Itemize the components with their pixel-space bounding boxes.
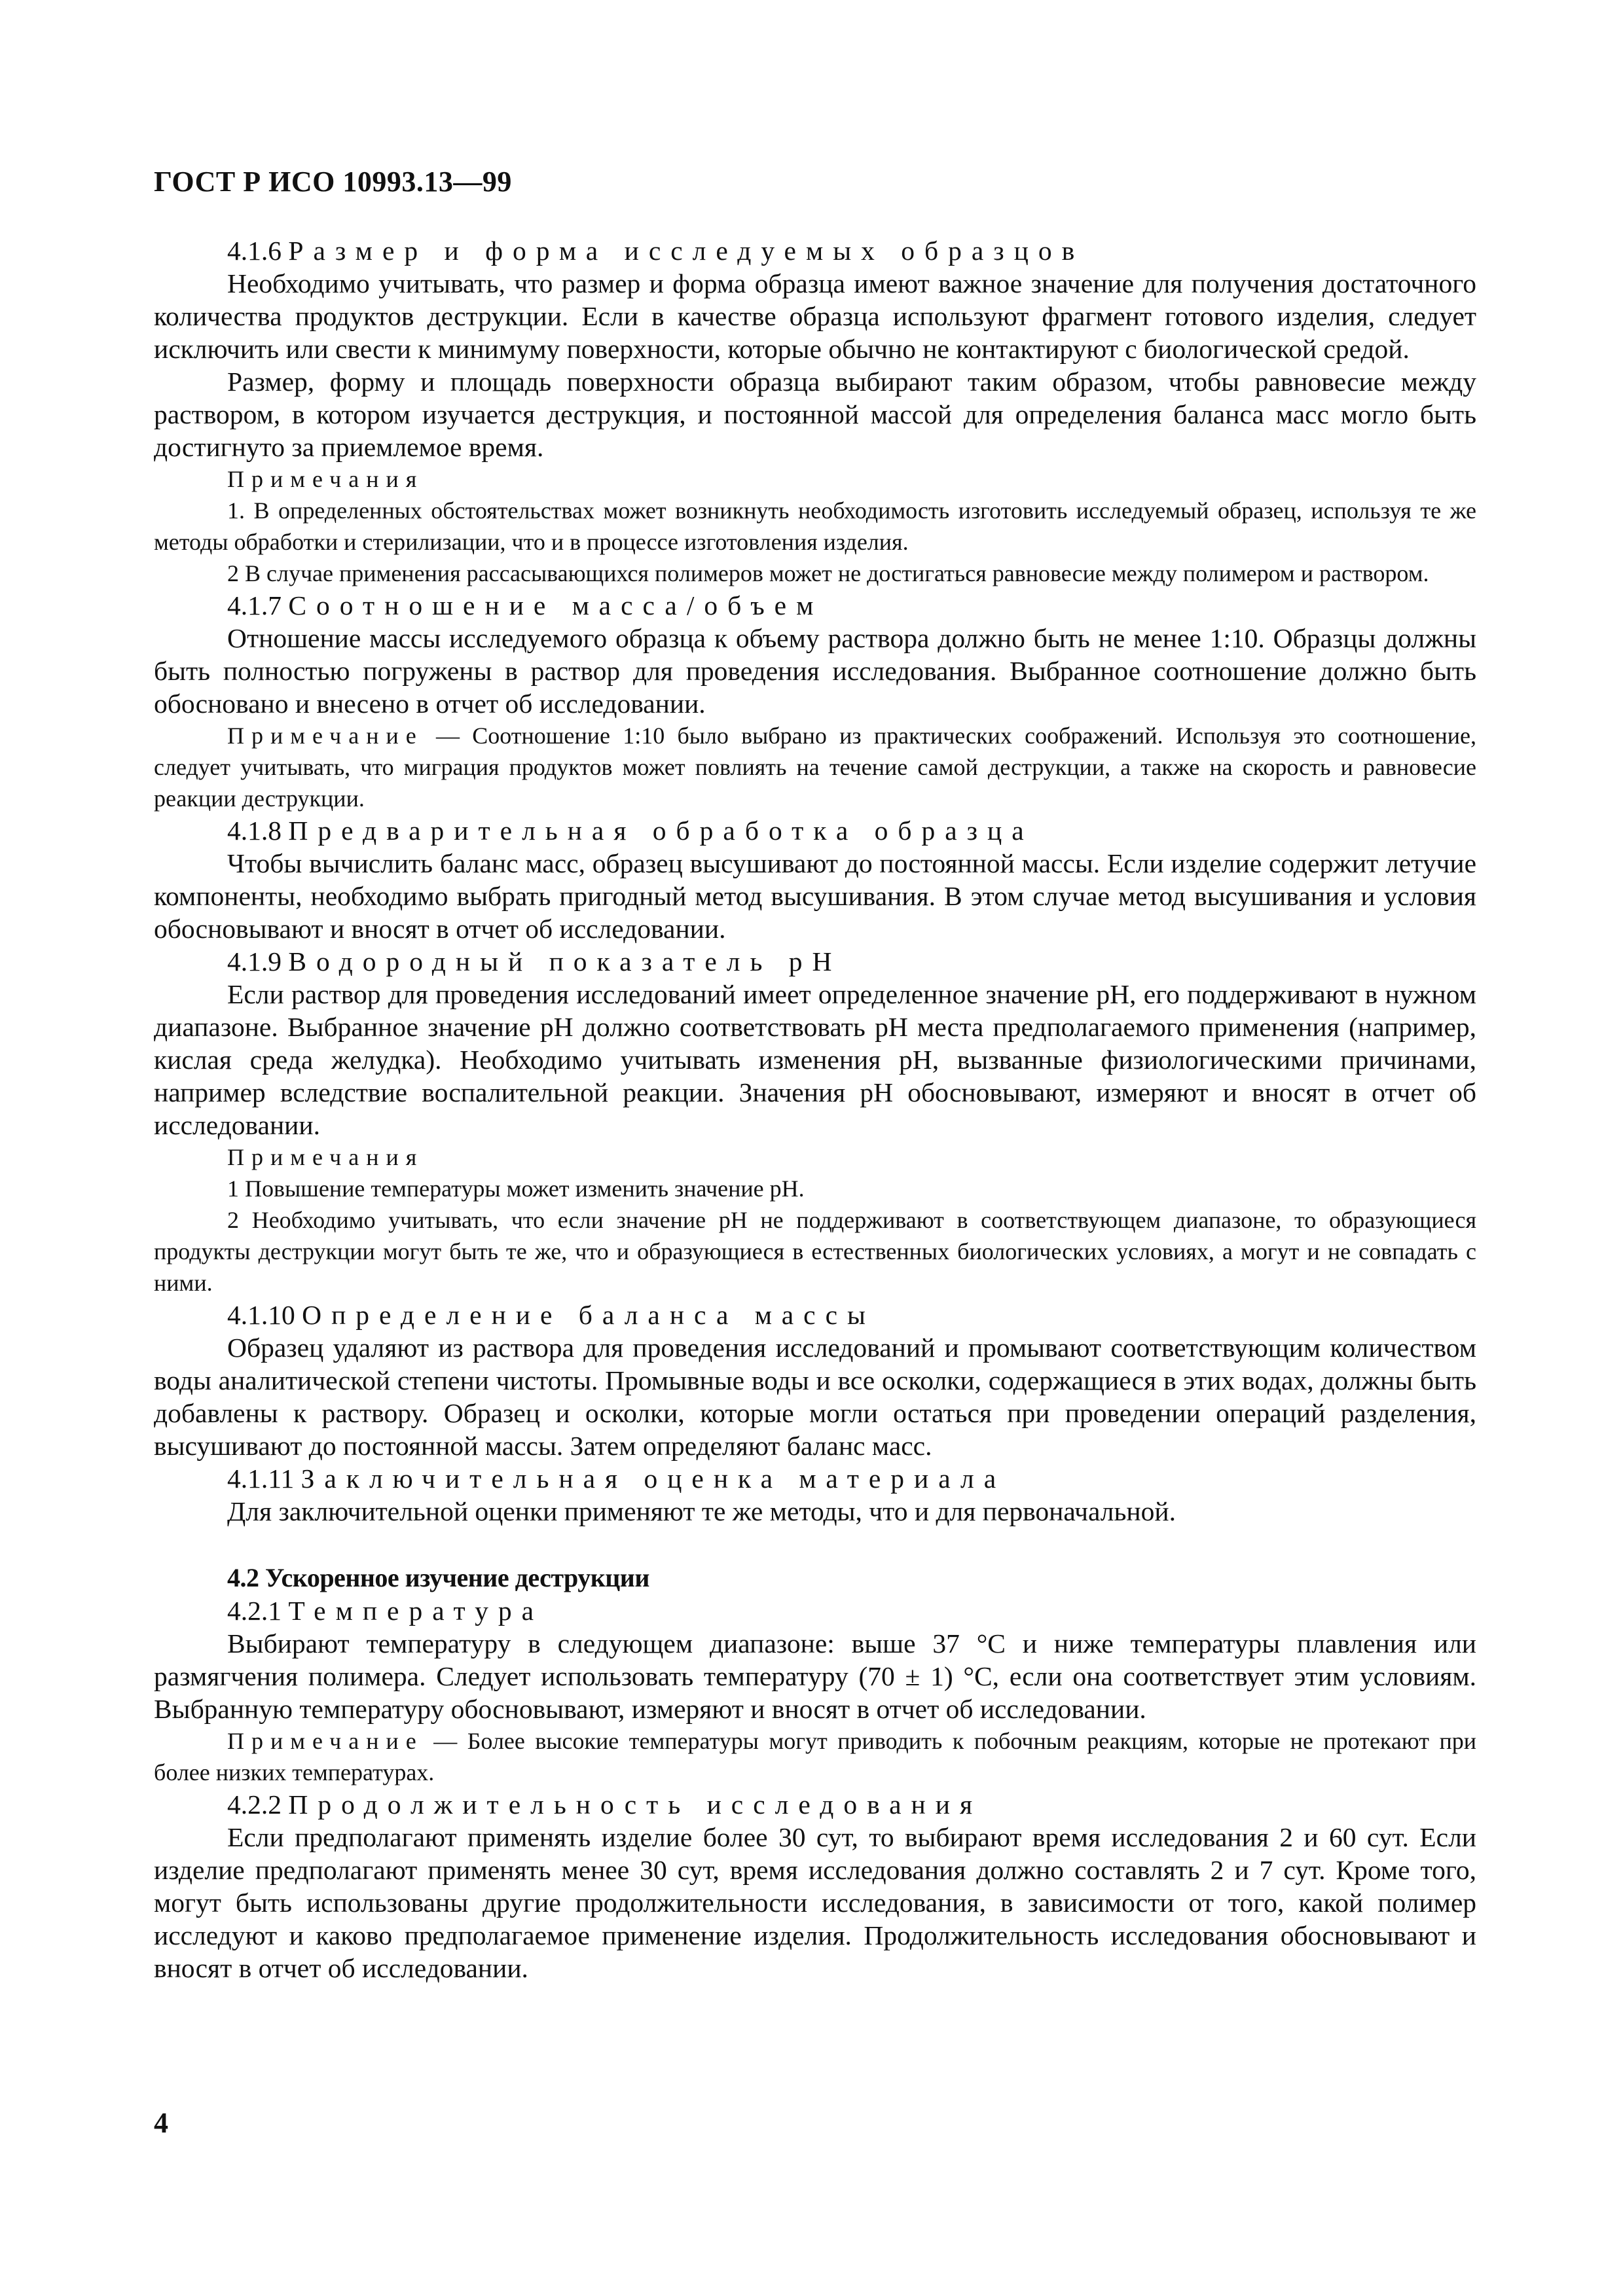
note [154,720,1476,814]
notes-label: Примечания [227,466,424,492]
document-body [154,234,1476,1984]
note-label: Примечание [227,1728,424,1754]
section-number: 4.2.1 [227,1596,282,1626]
section-number: 4.1.9 [227,946,282,977]
section-title: Размер и форма исследуемых образцов [288,236,1085,266]
section-heading [154,1788,1476,1821]
section-number: 4.1.10 [227,1300,295,1330]
section-title: Заключительная оценка материала [301,1463,1006,1494]
section-number: 4.1.8 [227,816,282,846]
section-number: 4.1.7 [227,590,282,620]
paragraph: Чтобы вычислить баланс масс, образец высушивают до постоянной массы. Если изделие содержит летучие компоненты, необходимо выбрать пригодный метод высушивания. В этом случае метод высушивания и условия обосновывают и вносят в отчет об исследовании. [154,848,1476,944]
notes-label: Примечания [227,1144,424,1170]
note: 2 В случае применения рассасывающихся полимеров может не достигаться равновесие между полимером и раствором. [227,560,1429,586]
paragraph: Отношение массы исследуемого образца к объему раствора должно быть не менее 1:10. Образцы должны быть полностью погружены в раствор для проведения исследования. Выбранное соотношение должно быть обосновано и внесено в отчет об исследовании. [154,623,1476,719]
paragraph: Размер, форму и площадь поверхности образца выбирают таким образом, чтобы равновесие между раствором, в котором изучается деструкция, и постоянной массой для определения баланса масс могло быть достигнуто за приемлемое время. [154,367,1476,462]
section-title: Продолжительность исследования [288,1789,983,1820]
paragraph: Для заключительной оценки применяют те же методы, что и для первоначальной. [227,1496,1176,1526]
paragraph: Выбирают температуру в следующем диапазоне: выше 37 °С и ниже температуры плавления или размягчения полимера. Следует использовать температуру (70 ± 1) °С, если она соответствует этим условиям. Выбранную температуру обосновывают, измеряют и вносят в отчет об исследовании. [154,1628,1476,1724]
paragraph: Образец удаляют из раствора для проведения исследований и промывают соответствующим количеством воды аналитической степени чистоты. Промывные воды и все осколки, содержащиеся в этих водах, должны быть добавлены к раствору. Образец и осколки, которые могли остаться при проведении операций разделения, высушивают до постоянной массы. Затем определяют баланс масс. [154,1333,1476,1461]
note [154,1725,1476,1788]
note-text: — Более высокие температуры могут приводить к побочным реакциям, которые не протекают при более низких температурах. [154,1728,1476,1785]
section-title: Предварительная обработка образца [288,816,1034,846]
note: 1 Повышение температуры может изменить значение рН. [227,1175,805,1202]
document-header: ГОСТ Р ИСО 10993.13—99 [154,166,512,198]
section-number: 4.1.6 [227,236,282,266]
section-title: Соотношение масса/объем [288,590,824,620]
section-heading [154,1594,1476,1627]
note: 2 Необходимо учитывать, что если значение рН не поддерживают в соответствующем диапазоне, то образующиеся продукты деструкции могут быть те же, что и образующиеся в естественных биологических условиях, а могут и не совпадать с ними. [154,1207,1476,1296]
note-label: Примечание [227,723,424,749]
subsection-heading: 4.2 Ускоренное изучение деструкции [227,1563,649,1592]
section-heading [154,1299,1476,1331]
note-text: — Соотношение 1:10 было выбрано из практических соображений. Используя это соотношение, следует учитывать, что миграция продуктов может повлиять на течение самой деструкции, а также на скорость и равновесие реакции деструкции. [154,723,1476,812]
section-heading [154,945,1476,978]
section-heading [154,814,1476,847]
paragraph: Необходимо учитывать, что размер и форма образца имеют важное значение для получения достаточного количества продуктов деструкции. Если в качестве образца используют фрагмент готового изделия, следует исключить или свести к минимуму поверхности, которые обычно не контактируют с биологической средой. [154,268,1476,364]
section-title: Водородный показатель рН [288,946,842,977]
paragraph: Если предполагают применять изделие более 30 сут, то выбирают время исследования 2 и 60 сут. Если изделие предполагают применять менее 30 сут, время исследования должно составлять 2 и 7 сут. Кроме того, могут быть использованы другие продолжительности исследования, в зависимости от того, какой полимер исследуют и каково предполагаемое применение изделия. Продолжительность исследования обосновывают и вносят в отчет об исследовании. [154,1822,1476,1983]
section-title: Определение баланса массы [302,1300,875,1330]
section-number: 4.2.2 [227,1789,282,1820]
section-heading [154,589,1476,622]
note: 1. В определенных обстоятельствах может возникнуть необходимость изготовить исследуемый образец, используя те же методы обработки и стерилизации, что и в процессе изготовления изделия. [154,497,1476,555]
paragraph: Если раствор для проведения исследований имеет определенное значение рН, его поддерживают в нужном диапазоне. Выбранное значение рН должно соответствовать рН места предполагаемого применения (например, кислая среда желудка). Необходимо учитывать изменения рН, вызванные физиологическими причинами, например вследствие воспалительной реакции. Значения рН обосновывают, измеряют и вносят в отчет об исследовании. [154,979,1476,1140]
section-heading [154,1462,1476,1495]
section-title: Температура [288,1596,544,1626]
section-number: 4.1.11 [227,1463,295,1494]
section-heading [154,234,1476,267]
page-number: 4 [154,2107,168,2139]
